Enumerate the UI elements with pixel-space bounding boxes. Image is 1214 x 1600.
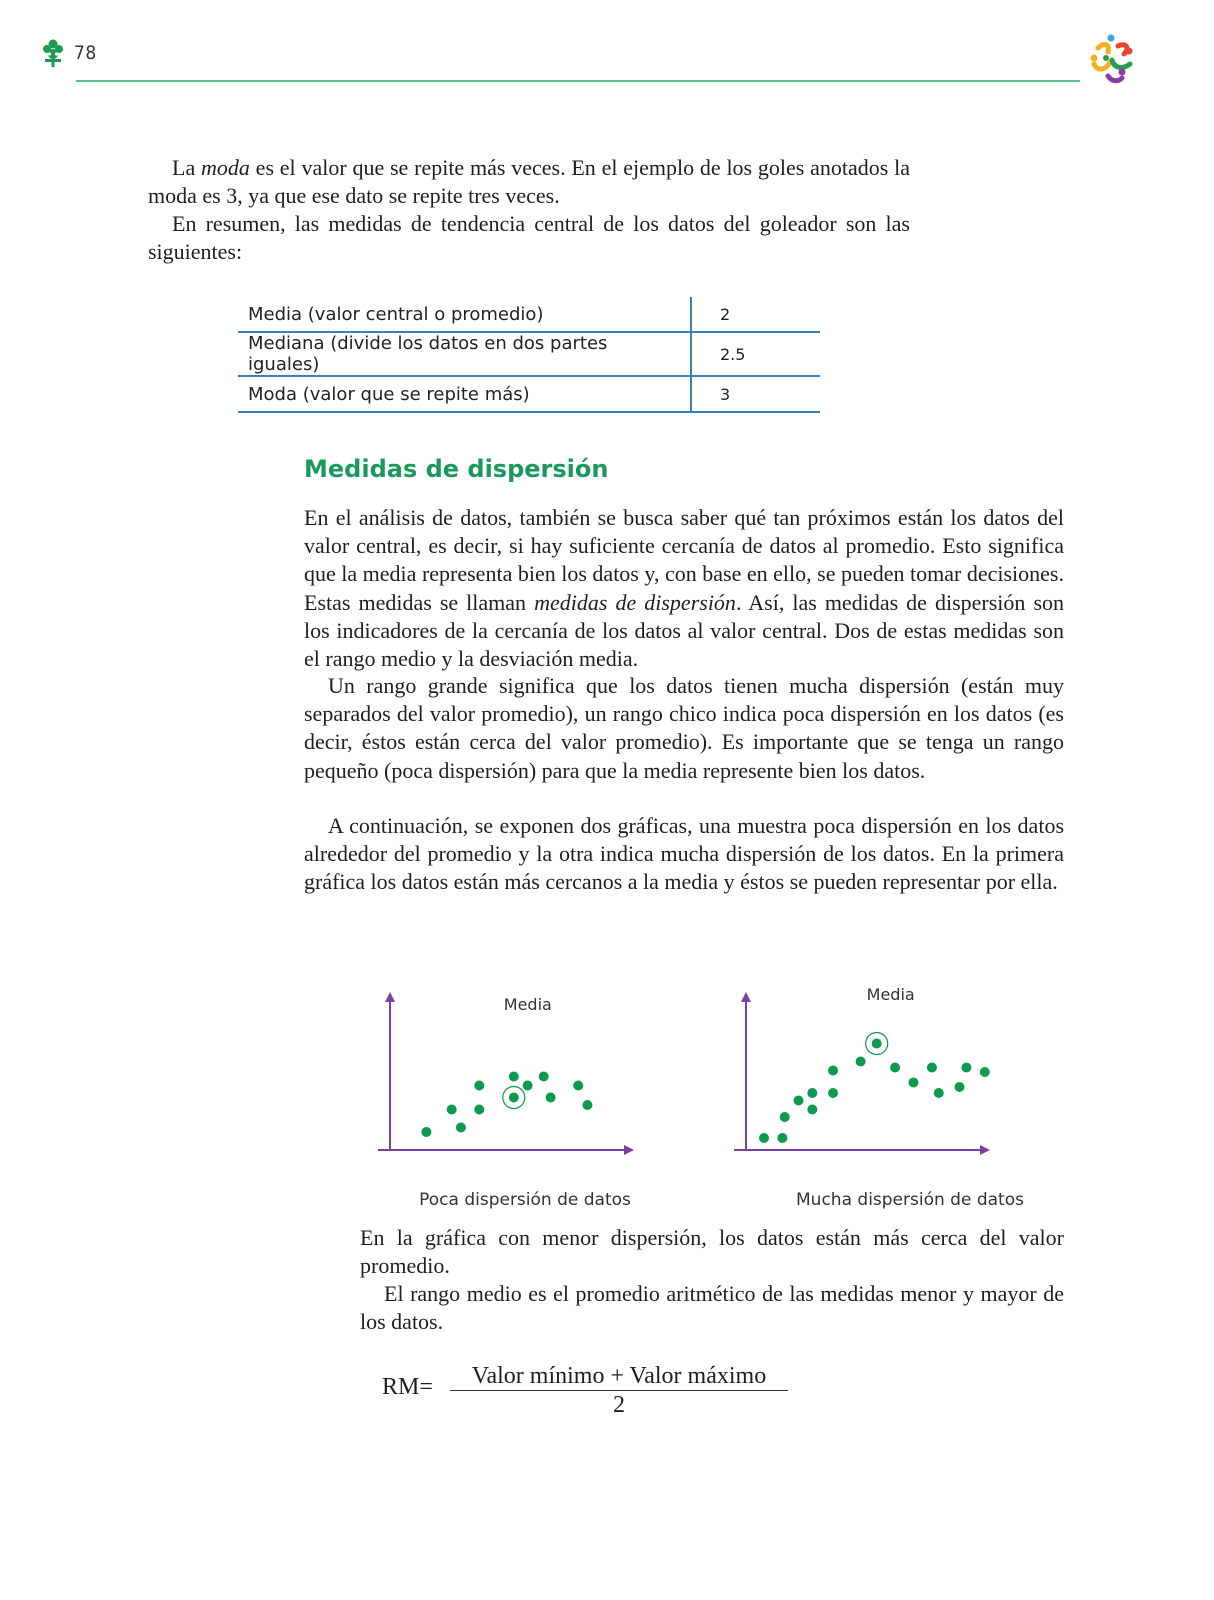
data-point: [759, 1133, 769, 1143]
data-point: [474, 1105, 484, 1115]
data-point: [828, 1088, 838, 1098]
high-dispersion-caption: Mucha dispersión de datos: [796, 1190, 1024, 1210]
data-point: [573, 1081, 583, 1091]
data-point: [509, 1072, 519, 1082]
data-point: [474, 1081, 484, 1091]
data-point: [777, 1133, 787, 1143]
data-point: [980, 1067, 990, 1077]
mean-point: [872, 1039, 882, 1049]
measure-label: Moda (valor que se repite más): [238, 376, 691, 412]
low-dispersion-caption: Poca dispersión de datos: [419, 1190, 631, 1210]
intro-paragraph-summary: En resumen, las medidas de tendencia central de los datos del goleador son las siguientes:: [148, 211, 910, 265]
data-point: [447, 1105, 457, 1115]
page-number: 78: [74, 42, 97, 64]
measure-value: 2.5: [691, 332, 820, 376]
formula-fraction: [450, 1362, 788, 1419]
mean-label: Media: [866, 985, 915, 1004]
colorful-people-logo: [1084, 32, 1142, 86]
table-row: [238, 376, 820, 412]
measure-value: 2: [691, 297, 820, 332]
data-point: [890, 1063, 900, 1073]
data-point: [909, 1078, 919, 1088]
x-axis-arrow: [624, 1145, 634, 1155]
dispersion-paragraph-3: A continuación, se exponen dos gráficas, una muestra poca dispersión en los datos alrededor del promedio y la otra indica mucha dispersión de los datos. En la primera gráfica los datos están más cercanos a la media y éstos se pueden representar por ella.: [304, 813, 1064, 895]
data-point: [421, 1127, 431, 1137]
y-axis-arrow: [385, 992, 395, 1002]
data-point: [807, 1105, 817, 1115]
formula-denominator: 2: [613, 1392, 625, 1418]
measure-label: Mediana (divide los datos en dos partes iguales): [238, 332, 691, 376]
data-point: [539, 1072, 549, 1082]
low-dispersion-scatter-chart: [378, 980, 678, 1180]
formula-numerator: Valor mínimo + Valor máximo: [450, 1362, 788, 1391]
dispersion-paragraph-1: En el análisis de datos, también se busca saber qué tan próximos están los datos del valor central, es decir, si hay suficiente cercanía de datos al promedio. Esto significa que la media representa bien los datos y, con base en ello, se pueden tomar decisiones. Estas medidas se llaman medidas de dispersión. Así, las medidas de dispersión son los indicadores de la cercanía de los datos al valor central. Dos de estas medidas son el rango medio y la desviación media.: [304, 505, 1065, 672]
data-point: [807, 1088, 817, 1098]
data-point: [934, 1088, 944, 1098]
header-divider: [76, 80, 1080, 82]
data-point: [955, 1082, 965, 1092]
dispersion-paragraph-2: Un rango grande significa que los datos tienen mucha dispersión (están muy separados del valor promedio), un rango chico indica poca dispersión en los datos (es decir, éstos están cerca del valor promedio). Es importante que se tenga un rango pequeño (poca dispersión) para que la media represente bien los datos.: [304, 673, 1064, 783]
mean-point: [509, 1093, 519, 1103]
table-row: [238, 297, 820, 332]
data-point: [927, 1063, 937, 1073]
rango-medio-definition: El rango medio es el promedio aritmético de las medidas menor y mayor de los datos.: [360, 1281, 1064, 1335]
green-flower-icon: [40, 38, 66, 68]
data-point: [828, 1066, 838, 1076]
intro-paragraph-moda: La moda es el valor que se repite más veces. En el ejemplo de los goles anotados la moda es 3, ya que ese dato se repite tres veces.: [148, 155, 911, 209]
high-dispersion-scatter-chart: [734, 980, 1034, 1180]
data-point: [780, 1112, 790, 1122]
mean-label: Media: [503, 995, 552, 1014]
formula-lhs: RM=: [382, 1374, 433, 1400]
table-row: [238, 332, 820, 376]
x-axis-arrow: [980, 1145, 990, 1155]
data-point: [456, 1123, 466, 1133]
term-medidas-de-dispersion: medidas de dispersión: [534, 589, 736, 615]
measure-value: 3: [691, 376, 820, 412]
measure-label: Media (valor central o promedio): [238, 297, 691, 332]
data-point: [523, 1081, 533, 1091]
data-point: [856, 1057, 866, 1067]
data-point: [961, 1063, 971, 1073]
term-moda: moda: [201, 155, 250, 180]
low-dispersion-conclusion: En la gráfica con menor dispersión, los datos están más cerca del valor promedio.: [360, 1225, 1064, 1279]
data-point: [794, 1096, 804, 1106]
central-tendency-table: [238, 297, 820, 413]
y-axis-arrow: [741, 992, 751, 1002]
section-title: Medidas de dispersión: [304, 455, 609, 483]
data-point: [546, 1093, 556, 1103]
data-point: [582, 1100, 592, 1110]
